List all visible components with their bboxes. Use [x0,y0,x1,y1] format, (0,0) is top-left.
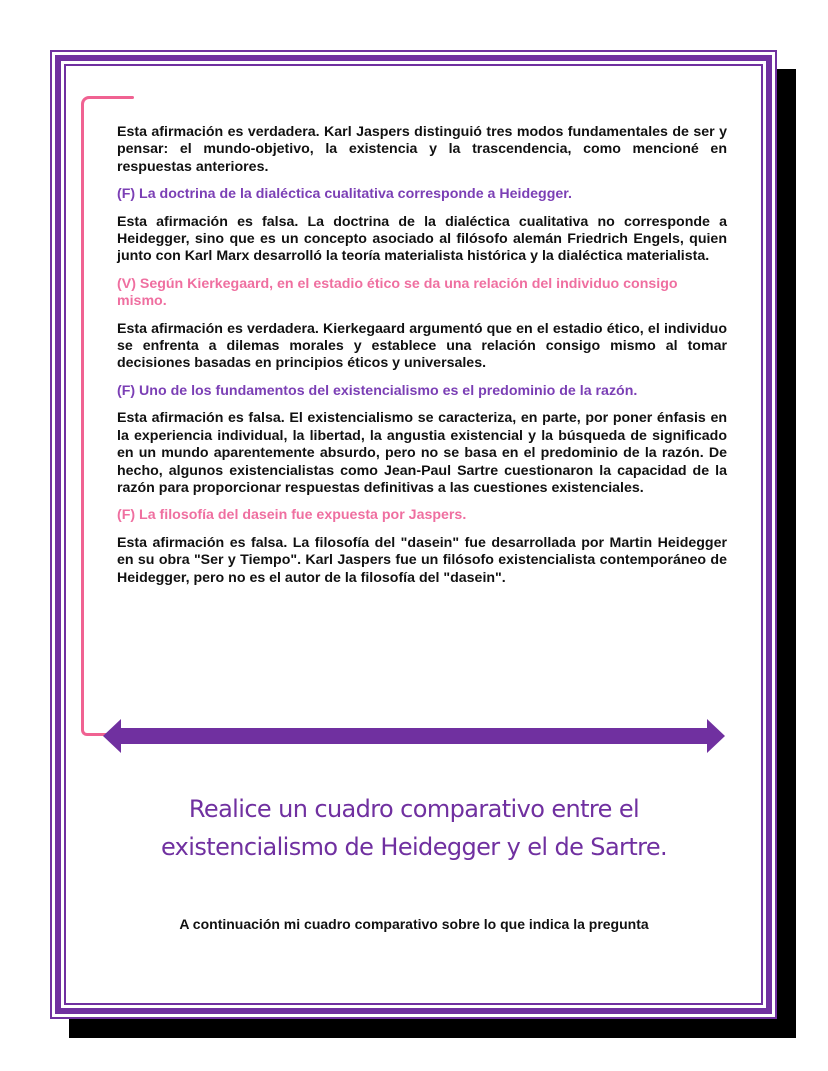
true-false-answers-section [117,124,727,597]
question-heading [100,790,728,866]
question-heading-line-1: Realice un cuadro comparativo entre el [188,795,640,823]
double-arrow-icon [103,719,725,753]
statement-heading: (V) Según Kierkegaard, en el estadio ético se da una relación del individuo consigo mismo. [117,275,678,310]
answer-paragraph: Esta afirmación es falsa. La doctrina de la dialéctica cualitativa no corresponde a Heidegger, sino que es un concepto asociado al filósofo alemán Friedrich Engels, quien junto con Karl Marx desarrolló la teoría materialista histórica y la dialéctica materialista. [117,213,727,265]
pink-bracket-decoration [81,96,107,736]
answer-paragraph: Esta afirmación es falsa. El existencialismo se caracteriza, en parte, por poner énfasis en la experiencia individual, la libertad, la angustia existencial y la búsqueda de significado en un mundo aparentemente absurdo, pero no se basa en el predominio de la razón. De hecho, algunos existencialistas como Jean-Paul Sartre cuestionaron la capacidad de la razón para proporcionar respuestas definitivas a las cuestiones existenciales. [117,410,727,496]
statement-heading: (F) Uno de los fundamentos del existencialismo es el predominio de la razón. [117,382,638,399]
answer-paragraph: Esta afirmación es verdadera. Karl Jaspers distinguió tres modos fundamentales de ser y pensar: el mundo-objetivo, la existencia y la trascendencia, como mencioné en respuestas anteriores. [117,124,727,175]
intro-text: A continuación mi cuadro comparativo sobre lo que indica la pregunta [179,916,649,932]
statement-heading: (F) La doctrina de la dialéctica cualitativa corresponde a Heidegger. [117,186,572,203]
answer-paragraph: Esta afirmación es verdadera. Kierkegaard argumentó que en el estadio ético, el individuo se enfrenta a dilemas morales y establece una relación consigo mismo al tomar decisiones basadas en principios éticos y universales. [117,320,727,372]
question-heading-line-2: existencialismo de Heidegger y el de Sartre. [160,833,668,861]
answer-paragraph: Esta afirmación es falsa. La filosofía del "dasein" fue desarrollada por Martin Heidegger en su obra "Ser y Tiempo". Karl Jaspers fue un filósofo existencialista contemporáneo de Heidegger, pero no es el autor de la filosofía del "dasein". [117,534,727,586]
pink-bracket-top-tick [100,96,134,99]
statement-heading: (F) La filosofía del dasein fue expuesta por Jaspers. [117,507,467,524]
